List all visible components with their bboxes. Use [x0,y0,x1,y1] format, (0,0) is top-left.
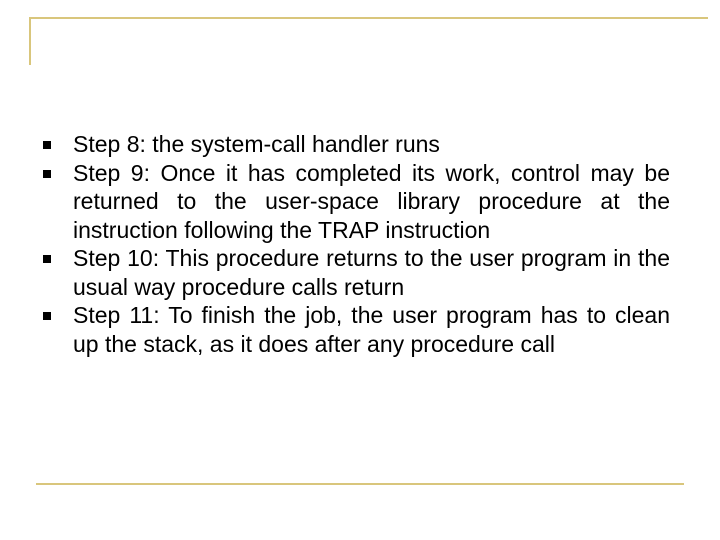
square-bullet-icon [43,255,51,263]
bullet-item-step-10 [40,244,670,301]
bullet-text: Step 10: This procedure returns to the user program in the usual way procedure calls return [73,245,670,300]
square-bullet-icon [43,170,51,178]
bullet-text: Step 8: the system-call handler runs [73,131,440,157]
square-bullet-icon [43,312,51,320]
bullet-text: Step 11: To finish the job, the user program has to clean up the stack, as it does after any procedure call [73,302,670,357]
bullet-item-step-9 [40,159,670,245]
frame-bottom-rule [36,483,684,485]
frame-left-rule [29,17,31,65]
bullet-list [40,130,670,358]
bullet-text: Step 9: Once it has completed its work, control may be returned to the user-space library procedure at the instruction following the TRAP instruction [73,159,670,243]
bullet-item-step-8 [40,130,670,159]
frame-top-rule [29,17,708,19]
bullet-item-step-11 [40,301,670,358]
square-bullet-icon [43,141,51,149]
